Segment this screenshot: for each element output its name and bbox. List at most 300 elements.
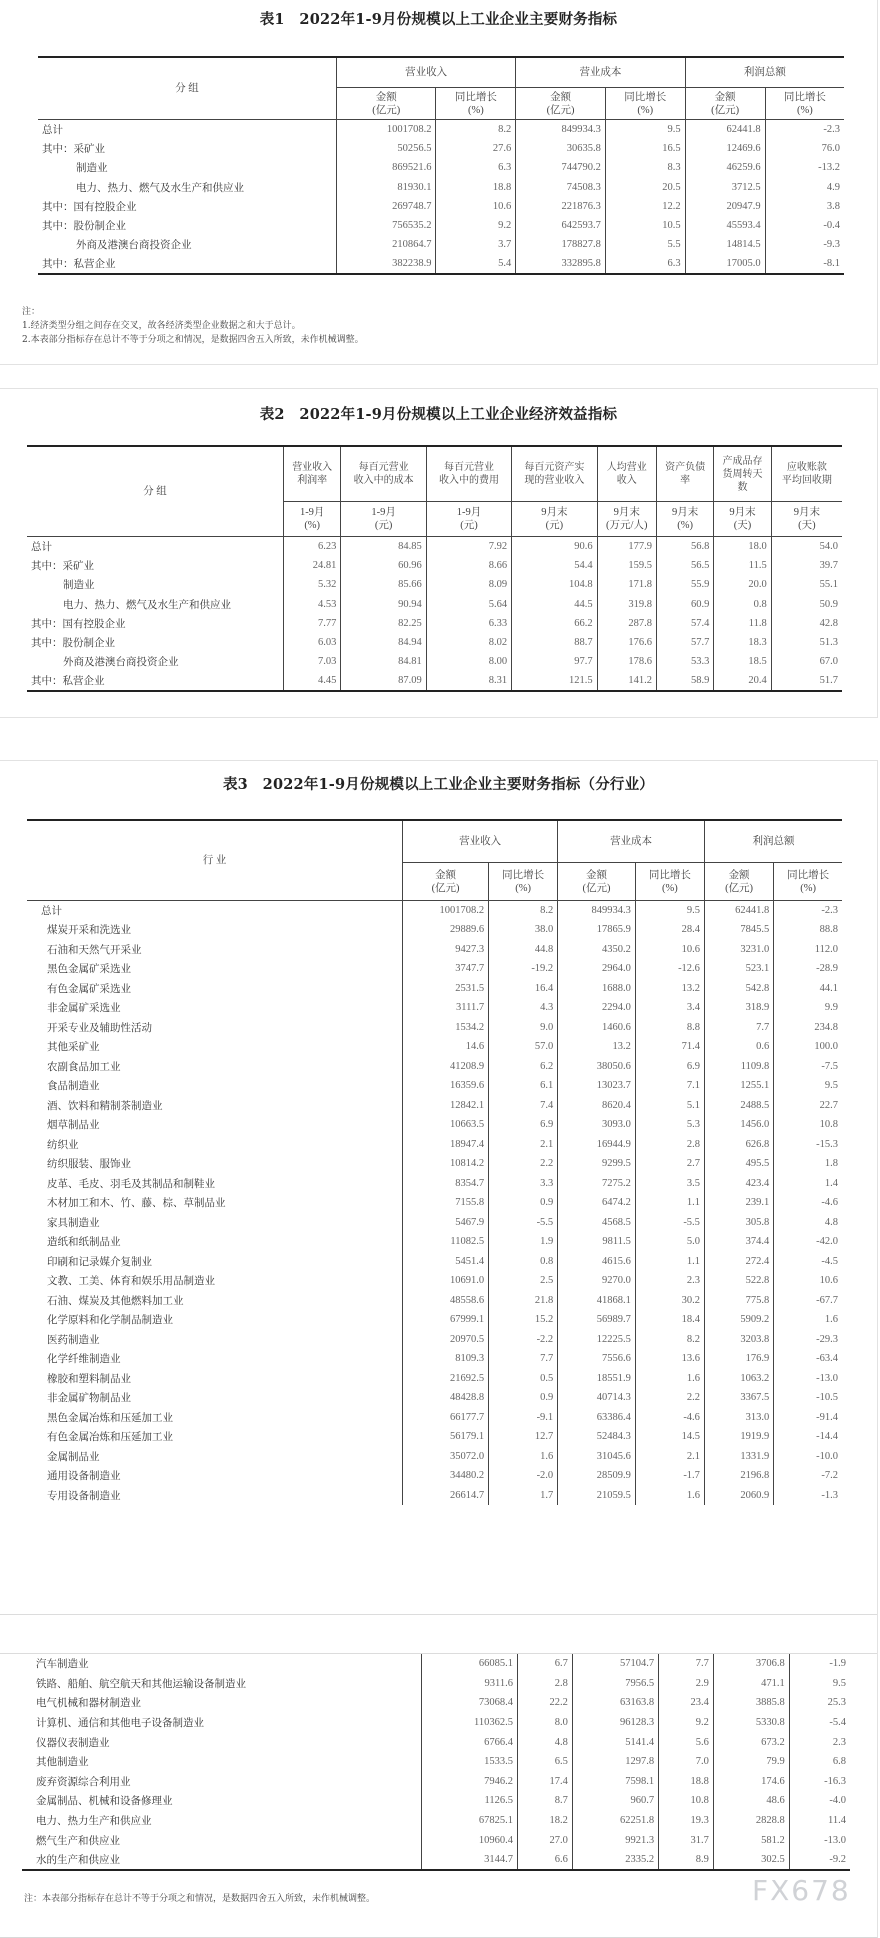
- cell-value: 7.77: [284, 614, 341, 633]
- cell-value: 5451.4: [403, 1252, 489, 1272]
- cell-value: 5330.8: [713, 1713, 789, 1733]
- group-header: 行 业: [27, 820, 403, 901]
- cell-value: 6.23: [284, 537, 341, 556]
- row-label: 纺织业: [47, 1138, 79, 1151]
- cell-value: 4568.5: [558, 1213, 636, 1233]
- cell-value: 3747.7: [403, 959, 489, 979]
- period-label: 1-9月: [299, 507, 325, 518]
- cell-value: 50.9: [771, 594, 842, 613]
- period-label: 9月末: [672, 507, 699, 518]
- row-label: 印刷和记录媒介复制业: [47, 1255, 152, 1268]
- cell-value: 1534.2: [403, 1018, 489, 1038]
- cell-value: 3111.7: [403, 998, 489, 1018]
- amount-label: 金额: [550, 91, 572, 103]
- column-header-line: 产成品存: [722, 455, 763, 467]
- cell-value: 18551.9: [558, 1369, 636, 1389]
- cell-value: 66.2: [512, 614, 597, 633]
- table-row: [27, 1447, 842, 1467]
- cell-value: 9.9: [774, 998, 842, 1018]
- cell-value: 2335.2: [572, 1850, 658, 1870]
- table-row: [22, 1791, 850, 1811]
- cell-value: 849934.3: [516, 120, 606, 139]
- cell-value: -1.7: [635, 1466, 704, 1486]
- table1-note-2: 2.本表部分指标存在总计不等于分项之和情况，是数据四舍五入所致，未作机械调整。: [22, 335, 364, 345]
- table-row: [22, 1693, 850, 1713]
- cell-value: 21.8: [489, 1291, 558, 1311]
- cell-value: 48558.6: [403, 1291, 489, 1311]
- cell-value: 1063.2: [704, 1369, 773, 1389]
- cell-value: -13.0: [774, 1369, 842, 1389]
- cell-value: 67999.1: [403, 1310, 489, 1330]
- cell-value: 53.3: [656, 652, 713, 671]
- cell-value: 8.09: [426, 575, 511, 594]
- cell-value: 642593.7: [516, 216, 606, 235]
- table-row: [22, 1830, 850, 1850]
- cell-value: -1.9: [789, 1654, 850, 1674]
- table-row: [22, 1850, 850, 1870]
- cell-value: 50256.5: [337, 139, 436, 158]
- column-header-line: 收入中的费用: [438, 475, 499, 486]
- cell-value: 159.5: [597, 556, 656, 575]
- cell-value: 9270.0: [558, 1271, 636, 1291]
- row-label: 有色金属冶炼和压延加工业: [47, 1431, 173, 1444]
- cell-value: 10.5: [605, 216, 685, 235]
- table1-title: 表1 2022年1-9月份规模以上工业企业主要财务指标: [259, 11, 618, 28]
- row-label: 木材加工和木、竹、藤、棕、草制品业: [47, 1197, 226, 1210]
- cell-value: 67825.1: [422, 1811, 518, 1831]
- cell-value: 18.2: [518, 1811, 573, 1831]
- cell-value: 39.7: [771, 556, 842, 575]
- row-label: 开采专业及辅助性活动: [47, 1021, 152, 1034]
- cell-value: 3712.5: [685, 177, 765, 196]
- cell-value: 96128.3: [572, 1713, 658, 1733]
- table1-notes: [22, 305, 364, 347]
- cell-value: 7275.2: [558, 1174, 636, 1194]
- cell-value: 46259.6: [685, 158, 765, 177]
- cell-value: 4.9: [765, 177, 844, 196]
- row-label: 家具制造业: [47, 1216, 100, 1229]
- cell-value: 210864.7: [337, 235, 436, 254]
- cell-value: 3.3: [489, 1174, 558, 1194]
- cell-value: 8354.7: [403, 1174, 489, 1194]
- cell-value: 1460.6: [558, 1018, 636, 1038]
- cell-value: 56989.7: [558, 1310, 636, 1330]
- cell-value: 67.0: [771, 652, 842, 671]
- cell-value: -2.3: [774, 901, 842, 921]
- column-group-header: 营业成本: [516, 57, 685, 88]
- row-label: 造纸和纸制品业: [47, 1236, 121, 1249]
- table1-panel: [0, 0, 878, 365]
- growth-subheader: [635, 863, 704, 901]
- cell-value: 7155.8: [403, 1193, 489, 1213]
- cell-value: 88.8: [774, 920, 842, 940]
- cell-value: 471.1: [713, 1674, 789, 1694]
- cell-value: -10.5: [774, 1388, 842, 1408]
- column-header-line: 现的营业收入: [524, 475, 585, 486]
- table-row: [27, 1154, 842, 1174]
- amount-subheader: [403, 863, 489, 901]
- cell-value: 5.64: [426, 594, 511, 613]
- row-label: 化学原料和化学制品制造业: [47, 1314, 173, 1327]
- amount-unit: (亿元): [546, 104, 575, 116]
- cell-value: 849934.3: [558, 901, 636, 921]
- row-label: 烟草制品业: [47, 1119, 100, 1132]
- cell-value: 54.0: [771, 537, 842, 556]
- row-label: 其中：股份制企业: [42, 220, 126, 233]
- cell-value: 7598.1: [572, 1772, 658, 1792]
- row-label: 石油和天然气开采业: [47, 943, 142, 956]
- column-header: [714, 446, 771, 502]
- cell-value: 20.4: [714, 672, 771, 691]
- cell-value: 84.85: [341, 537, 426, 556]
- cell-value: 31045.6: [558, 1447, 636, 1467]
- unit-label: (万元/人): [606, 520, 648, 531]
- table-row: [27, 556, 842, 575]
- cell-value: 2.1: [635, 1447, 704, 1467]
- cell-value: 1533.5: [422, 1752, 518, 1772]
- table2-panel: [0, 388, 878, 718]
- column-group-header: 利润总额: [685, 57, 844, 88]
- cell-value: 16944.9: [558, 1135, 636, 1155]
- cell-value: 21059.5: [558, 1486, 636, 1506]
- cell-value: 31.7: [659, 1830, 714, 1850]
- cell-value: 423.4: [704, 1174, 773, 1194]
- unit-label: (%): [677, 520, 694, 531]
- cell-value: 18947.4: [403, 1135, 489, 1155]
- table-row: [27, 594, 842, 613]
- cell-value: 87.09: [341, 672, 426, 691]
- cell-value: -8.1: [765, 255, 844, 274]
- cell-value: 84.94: [341, 633, 426, 652]
- cell-value: 71.4: [635, 1037, 704, 1057]
- cell-value: 100.0: [774, 1037, 842, 1057]
- table-row: [22, 1654, 850, 1674]
- column-period: [512, 502, 597, 537]
- cell-value: 7556.6: [558, 1349, 636, 1369]
- row-label: 化学纤维制造业: [47, 1353, 121, 1366]
- table-row: [27, 920, 842, 940]
- cell-value: 2828.8: [713, 1811, 789, 1831]
- cell-value: -7.5: [774, 1057, 842, 1077]
- cell-value: 2.5: [489, 1271, 558, 1291]
- cell-value: 2.2: [489, 1154, 558, 1174]
- cell-value: 9.5: [774, 1076, 842, 1096]
- period-label: 9月末: [729, 507, 756, 518]
- amount-unit: (亿元): [725, 882, 754, 894]
- cell-value: 3885.8: [713, 1693, 789, 1713]
- row-label: 废弃资源综合利用业: [36, 1775, 131, 1788]
- cell-value: 1456.0: [704, 1115, 773, 1135]
- unit-label: (元): [545, 520, 564, 531]
- cell-value: 44.8: [489, 940, 558, 960]
- cell-value: 2.9: [659, 1674, 714, 1694]
- unit-label: (%): [304, 520, 321, 531]
- cell-value: 56.8: [656, 537, 713, 556]
- row-label: 非金属矿采选业: [47, 1002, 121, 1015]
- amount-subheader: [704, 863, 773, 901]
- cell-value: 56.5: [656, 556, 713, 575]
- cell-value: 13023.7: [558, 1076, 636, 1096]
- cell-value: -9.2: [789, 1850, 850, 1870]
- row-label: 电力、热力、燃气及水生产和供应业: [63, 598, 231, 611]
- growth-unit: (%): [515, 882, 532, 894]
- cell-value: -15.3: [774, 1135, 842, 1155]
- cell-value: 9427.3: [403, 940, 489, 960]
- cell-value: 0.8: [489, 1252, 558, 1272]
- cell-value: 269748.7: [337, 197, 436, 216]
- cell-value: 16359.6: [403, 1076, 489, 1096]
- growth-unit: (%): [467, 104, 484, 116]
- cell-value: 82.25: [341, 614, 426, 633]
- cell-value: 8.3: [605, 158, 685, 177]
- cell-value: 48428.8: [403, 1388, 489, 1408]
- column-period: [341, 502, 426, 537]
- cell-value: 54.4: [512, 556, 597, 575]
- unit-label: (元): [374, 520, 393, 531]
- table-row: [27, 1349, 842, 1369]
- cell-value: 25.3: [789, 1693, 850, 1713]
- table-row: [27, 998, 842, 1018]
- cell-value: -5.4: [789, 1713, 850, 1733]
- cell-value: 24.81: [284, 556, 341, 575]
- row-label: 文教、工美、体育和娱乐用品制造业: [47, 1275, 215, 1288]
- table-row: [27, 1271, 842, 1291]
- cell-value: 4.45: [284, 672, 341, 691]
- cell-value: 40714.3: [558, 1388, 636, 1408]
- table-row: [27, 1466, 842, 1486]
- cell-value: 522.8: [704, 1271, 773, 1291]
- row-label: 通用设备制造业: [47, 1470, 121, 1483]
- table-row: [27, 575, 842, 594]
- cell-value: 20.5: [605, 177, 685, 196]
- table-row: [27, 1388, 842, 1408]
- cell-value: 5909.2: [704, 1310, 773, 1330]
- row-label: 电力、热力生产和供应业: [36, 1815, 152, 1828]
- cell-value: 10814.2: [403, 1154, 489, 1174]
- growth-label: 同比增长: [454, 91, 497, 103]
- cell-value: 14.6: [403, 1037, 489, 1057]
- cell-value: 88.7: [512, 633, 597, 652]
- cell-value: 55.9: [656, 575, 713, 594]
- cell-value: 90.94: [341, 594, 426, 613]
- cell-value: 3.8: [765, 197, 844, 216]
- cell-value: 44.5: [512, 594, 597, 613]
- row-label: 其中：采矿业: [42, 142, 105, 155]
- row-label: 金属制品、机械和设备修理业: [36, 1795, 173, 1808]
- cell-value: 38.0: [489, 920, 558, 940]
- cell-value: 27.6: [436, 139, 516, 158]
- unit-label: (天): [733, 520, 752, 531]
- cell-value: 287.8: [597, 614, 656, 633]
- cell-value: 58.9: [656, 672, 713, 691]
- cell-value: 174.6: [713, 1772, 789, 1792]
- table-row: [22, 1752, 850, 1772]
- row-label: 铁路、船舶、航空航天和其他运输设备制造业: [36, 1677, 246, 1690]
- cell-value: 10663.5: [403, 1115, 489, 1135]
- cell-value: 57.0: [489, 1037, 558, 1057]
- cell-value: 6.33: [426, 614, 511, 633]
- row-label: 其中：私营企业: [42, 258, 116, 271]
- column-header-line: 收入中的成本: [353, 475, 414, 486]
- table-row: [38, 255, 844, 274]
- table-row: [27, 1369, 842, 1389]
- cell-value: 1919.9: [704, 1427, 773, 1447]
- cell-value: 57104.7: [572, 1654, 658, 1674]
- cell-value: 5.6: [659, 1732, 714, 1752]
- cell-value: 9.2: [436, 216, 516, 235]
- cell-value: 13.2: [635, 979, 704, 999]
- cell-value: 38050.6: [558, 1057, 636, 1077]
- cell-value: 29889.6: [403, 920, 489, 940]
- row-label: 外商及港澳台商投资企业: [63, 656, 179, 669]
- table-row: [38, 139, 844, 158]
- cell-value: -5.5: [635, 1213, 704, 1233]
- cell-value: 66177.7: [403, 1408, 489, 1428]
- cell-value: -13.2: [765, 158, 844, 177]
- cell-value: 626.8: [704, 1135, 773, 1155]
- cell-value: 3231.0: [704, 940, 773, 960]
- cell-value: 382238.9: [337, 255, 436, 274]
- amount-unit: (亿元): [431, 882, 460, 894]
- cell-value: 15.2: [489, 1310, 558, 1330]
- period-label: 1-9月: [371, 507, 396, 518]
- table1-note-heading: 注：: [22, 307, 41, 317]
- table3-panel: [0, 760, 878, 1938]
- table-row: [27, 1115, 842, 1135]
- table-row: [27, 1057, 842, 1077]
- cell-value: 6.9: [489, 1115, 558, 1135]
- cell-value: 60.9: [656, 594, 713, 613]
- growth-label: 同比增长: [783, 91, 826, 103]
- cell-value: 1.1: [635, 1252, 704, 1272]
- cell-value: 18.3: [714, 633, 771, 652]
- column-header: [656, 446, 713, 502]
- table-row: [27, 1018, 842, 1038]
- column-header-line: 资产负债: [665, 462, 706, 473]
- group-header: 分 组: [38, 57, 337, 120]
- cell-value: 16.5: [605, 139, 685, 158]
- table-row: [27, 979, 842, 999]
- cell-value: -9.3: [765, 235, 844, 254]
- table3-part2: [22, 1654, 850, 1871]
- cell-value: 313.0: [704, 1408, 773, 1428]
- row-label: 其他制造业: [36, 1756, 89, 1769]
- cell-value: 318.9: [704, 998, 773, 1018]
- cell-value: 374.4: [704, 1232, 773, 1252]
- table-row: [27, 1408, 842, 1428]
- cell-value: 6.3: [436, 158, 516, 177]
- column-period: [714, 502, 771, 537]
- cell-value: 63163.8: [572, 1693, 658, 1713]
- cell-value: 62441.8: [685, 120, 765, 139]
- cell-value: 3144.7: [422, 1850, 518, 1870]
- cell-value: 221876.3: [516, 197, 606, 216]
- watermark-logo: FX678: [752, 1874, 851, 1907]
- table-row: [38, 177, 844, 196]
- cell-value: 19.3: [659, 1811, 714, 1831]
- cell-value: 8.2: [489, 901, 558, 921]
- cell-value: 141.2: [597, 672, 656, 691]
- column-header-line: 每百元营业: [358, 462, 409, 473]
- cell-value: 12225.5: [558, 1330, 636, 1350]
- column-header: [341, 446, 426, 502]
- row-label: 其中：私营企业: [31, 675, 105, 688]
- cell-value: 7.7: [704, 1018, 773, 1038]
- cell-value: 22.2: [518, 1693, 573, 1713]
- amount-subheader: [685, 88, 765, 120]
- growth-label: 同比增长: [648, 869, 691, 881]
- cell-value: 104.8: [512, 575, 597, 594]
- cell-value: -2.0: [489, 1466, 558, 1486]
- table-row: [22, 1674, 850, 1694]
- cell-value: 2964.0: [558, 959, 636, 979]
- cell-value: 7.03: [284, 652, 341, 671]
- cell-value: -2.3: [765, 120, 844, 139]
- cell-value: 5.3: [635, 1115, 704, 1135]
- cell-value: 2.3: [635, 1271, 704, 1291]
- table-row: [38, 235, 844, 254]
- cell-value: 9921.3: [572, 1830, 658, 1850]
- table-row: [38, 197, 844, 216]
- cell-value: 2294.0: [558, 998, 636, 1018]
- cell-value: -4.6: [635, 1408, 704, 1428]
- cell-value: 17865.9: [558, 920, 636, 940]
- row-label: 电气机械和器材制造业: [36, 1697, 141, 1710]
- cell-value: 22.7: [774, 1096, 842, 1116]
- column-header-line: 平均回收期: [781, 475, 832, 486]
- cell-value: 523.1: [704, 959, 773, 979]
- cell-value: 4.8: [518, 1732, 573, 1752]
- row-label: 石油、煤炭及其他燃料加工业: [47, 1294, 184, 1307]
- row-label: 食品制造业: [47, 1080, 100, 1093]
- period-label: 9月末: [793, 507, 820, 518]
- cell-value: 4.8: [774, 1213, 842, 1233]
- amount-label: 金额: [586, 869, 608, 881]
- cell-value: 960.7: [572, 1791, 658, 1811]
- cell-value: 869521.6: [337, 158, 436, 177]
- cell-value: 63386.4: [558, 1408, 636, 1428]
- column-period: [284, 502, 341, 537]
- column-header-line: 数: [737, 481, 748, 493]
- cell-value: 41868.1: [558, 1291, 636, 1311]
- table-row: [27, 1037, 842, 1057]
- cell-value: 18.8: [436, 177, 516, 196]
- growth-unit: (%): [662, 882, 678, 894]
- table-row: [38, 216, 844, 235]
- growth-label: 同比增长: [502, 869, 545, 881]
- cell-value: 8.66: [426, 556, 511, 575]
- cell-value: 6.8: [789, 1752, 850, 1772]
- cell-value: 90.6: [512, 537, 597, 556]
- cell-value: 1001708.2: [403, 901, 489, 921]
- cell-value: 5.1: [635, 1096, 704, 1116]
- group-header: 分 组: [27, 446, 284, 537]
- cell-value: 35072.0: [403, 1447, 489, 1467]
- cell-value: 1.9: [489, 1232, 558, 1252]
- cell-value: 74508.3: [516, 177, 606, 196]
- cell-value: 744790.2: [516, 158, 606, 177]
- growth-subheader: [436, 88, 516, 120]
- row-label: 仪器仪表制造业: [36, 1736, 110, 1749]
- cell-value: 234.8: [774, 1018, 842, 1038]
- amount-label: 金额: [375, 91, 397, 103]
- cell-value: 5141.4: [572, 1732, 658, 1752]
- cell-value: -91.4: [774, 1408, 842, 1428]
- cell-value: 12.2: [605, 197, 685, 216]
- cell-value: 7845.5: [704, 920, 773, 940]
- cell-value: 21692.5: [403, 1369, 489, 1389]
- table3-title: 表3 2022年1-9月份规模以上工业企业主要财务指标（分行业）: [222, 776, 655, 793]
